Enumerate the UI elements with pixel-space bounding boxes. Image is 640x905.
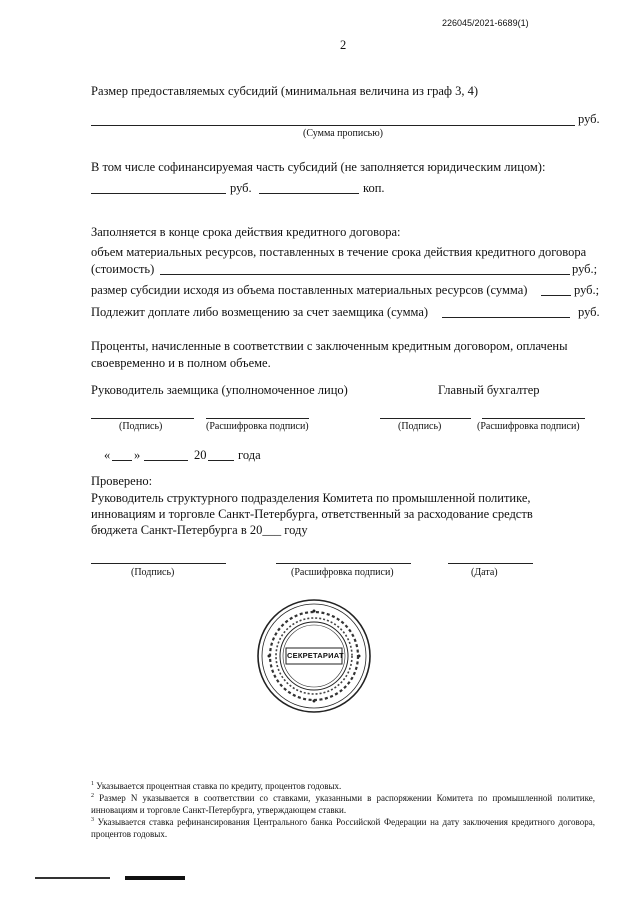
subsidy-label: Размер предоставляемых субсидий (минимальная величина из граф 3, 4) <box>91 84 479 98</box>
subsidy-by-materials-line[interactable] <box>541 295 571 296</box>
surcharge-unit: руб. <box>578 305 600 319</box>
secretariat-seal <box>256 598 372 714</box>
accountant-signature-line[interactable] <box>380 418 471 419</box>
subsidy-currency: руб. <box>578 112 600 126</box>
verified-date-caption: (Дата) <box>471 567 498 578</box>
verified-decode-caption: (Расшифровка подписи) <box>291 567 394 578</box>
verified-date-line[interactable] <box>448 563 533 564</box>
cofinanced-rub-line[interactable] <box>91 193 226 194</box>
subsidy-by-materials-unit: руб.; <box>574 283 600 297</box>
subsidy-caption: (Сумма прописью) <box>303 128 383 139</box>
cofinanced-label: В том числе софинансируемая часть субсидий (не заполняется юридическим лицом): <box>91 160 546 174</box>
footnote-2-text: Размер N указывается в соответствии со ставками, указанными в распоряжении Комитета по промышленной политике, инновациям и торговле Санкт-Петербурга, утверждающем ставки. <box>91 793 595 815</box>
cofinanced-kop-unit: коп. <box>363 181 385 195</box>
date-month-line[interactable] <box>144 460 188 461</box>
surcharge-label: Подлежит доплате либо возмещению за счет заемщика (сумма) <box>91 305 429 319</box>
document-number: 226045/2021-6689(1) <box>442 18 529 28</box>
footnote-1-text: Указывается процентная ставка по кредиту, процентов годовых. <box>96 781 342 791</box>
accountant-decode-line[interactable] <box>482 418 585 419</box>
head-decode-caption: (Расшифровка подписи) <box>206 421 309 432</box>
footnote-1-mark: 1 <box>91 781 94 787</box>
materials-line-1: объем материальных ресурсов, поставленных в течение срока действия кредитного договора <box>91 245 587 259</box>
materials-line-2: (стоимость) <box>91 262 155 276</box>
subsidy-amount-line[interactable] <box>91 125 575 126</box>
verified-line-1: Руководитель структурного подразделения Комитета по промышленной политике, <box>91 491 531 505</box>
date-day-line[interactable] <box>112 460 132 461</box>
scan-artifact-right <box>125 876 185 880</box>
footnote-3-mark: 3 <box>91 817 94 823</box>
date-open-quote: « <box>104 448 111 462</box>
date-close-quote: » <box>134 448 141 462</box>
seal-center-text: СЕКРЕТАРИАТ <box>287 651 344 660</box>
verified-line-2: инновациям и торговле Санкт-Петербурга, ответственный за расходование средств <box>91 507 533 521</box>
verified-signature-caption: (Подпись) <box>131 567 175 578</box>
head-decode-line[interactable] <box>206 418 309 419</box>
footnote-2 <box>91 790 595 816</box>
page-number: 2 <box>340 38 347 52</box>
surcharge-line[interactable] <box>442 317 570 318</box>
cofinanced-kop-line[interactable] <box>259 193 359 194</box>
date-year-suffix: года <box>238 448 261 462</box>
date-year-line[interactable] <box>208 460 234 461</box>
materials-value-line[interactable] <box>160 274 570 275</box>
verified-decode-line[interactable] <box>276 563 411 564</box>
scan-artifact-left <box>35 877 110 879</box>
verified-line-3: бюджета Санкт-Петербурга в 20___ году <box>91 523 308 537</box>
accountant-signature-caption: (Подпись) <box>398 421 442 432</box>
subsidy-by-materials-label: размер субсидии исходя из объема поставленных материальных ресурсов (сумма) <box>91 283 528 297</box>
chief-accountant-label: Главный бухгалтер <box>438 383 540 397</box>
verified-heading: Проверено: <box>91 474 153 488</box>
head-of-borrower-label: Руководитель заемщика (уполномоченное лицо) <box>91 383 348 397</box>
interest-line-1: Проценты, начисленные в соответствии с заключенным кредитным договором, оплачены <box>91 339 568 353</box>
head-signature-caption: (Подпись) <box>119 421 163 432</box>
end-of-term-heading: Заполняется в конце срока действия кредитного договора: <box>91 225 401 239</box>
date-year-prefix: 20 <box>194 448 207 462</box>
verified-signature-line[interactable] <box>91 563 226 564</box>
footnote-3-text: Указывается ставка рефинансирования Центрального банка Российской Федерации на дату заключения кредитного договора, процентов годовых. <box>91 817 595 839</box>
footnote-3 <box>91 814 595 840</box>
accountant-decode-caption: (Расшифровка подписи) <box>477 421 580 432</box>
interest-line-2: своевременно и в полном объеме. <box>91 356 271 370</box>
cofinanced-rub-unit: руб. <box>230 181 252 195</box>
head-signature-line[interactable] <box>91 418 194 419</box>
footnote-2-mark: 2 <box>91 793 94 799</box>
materials-unit: руб.; <box>572 262 598 276</box>
